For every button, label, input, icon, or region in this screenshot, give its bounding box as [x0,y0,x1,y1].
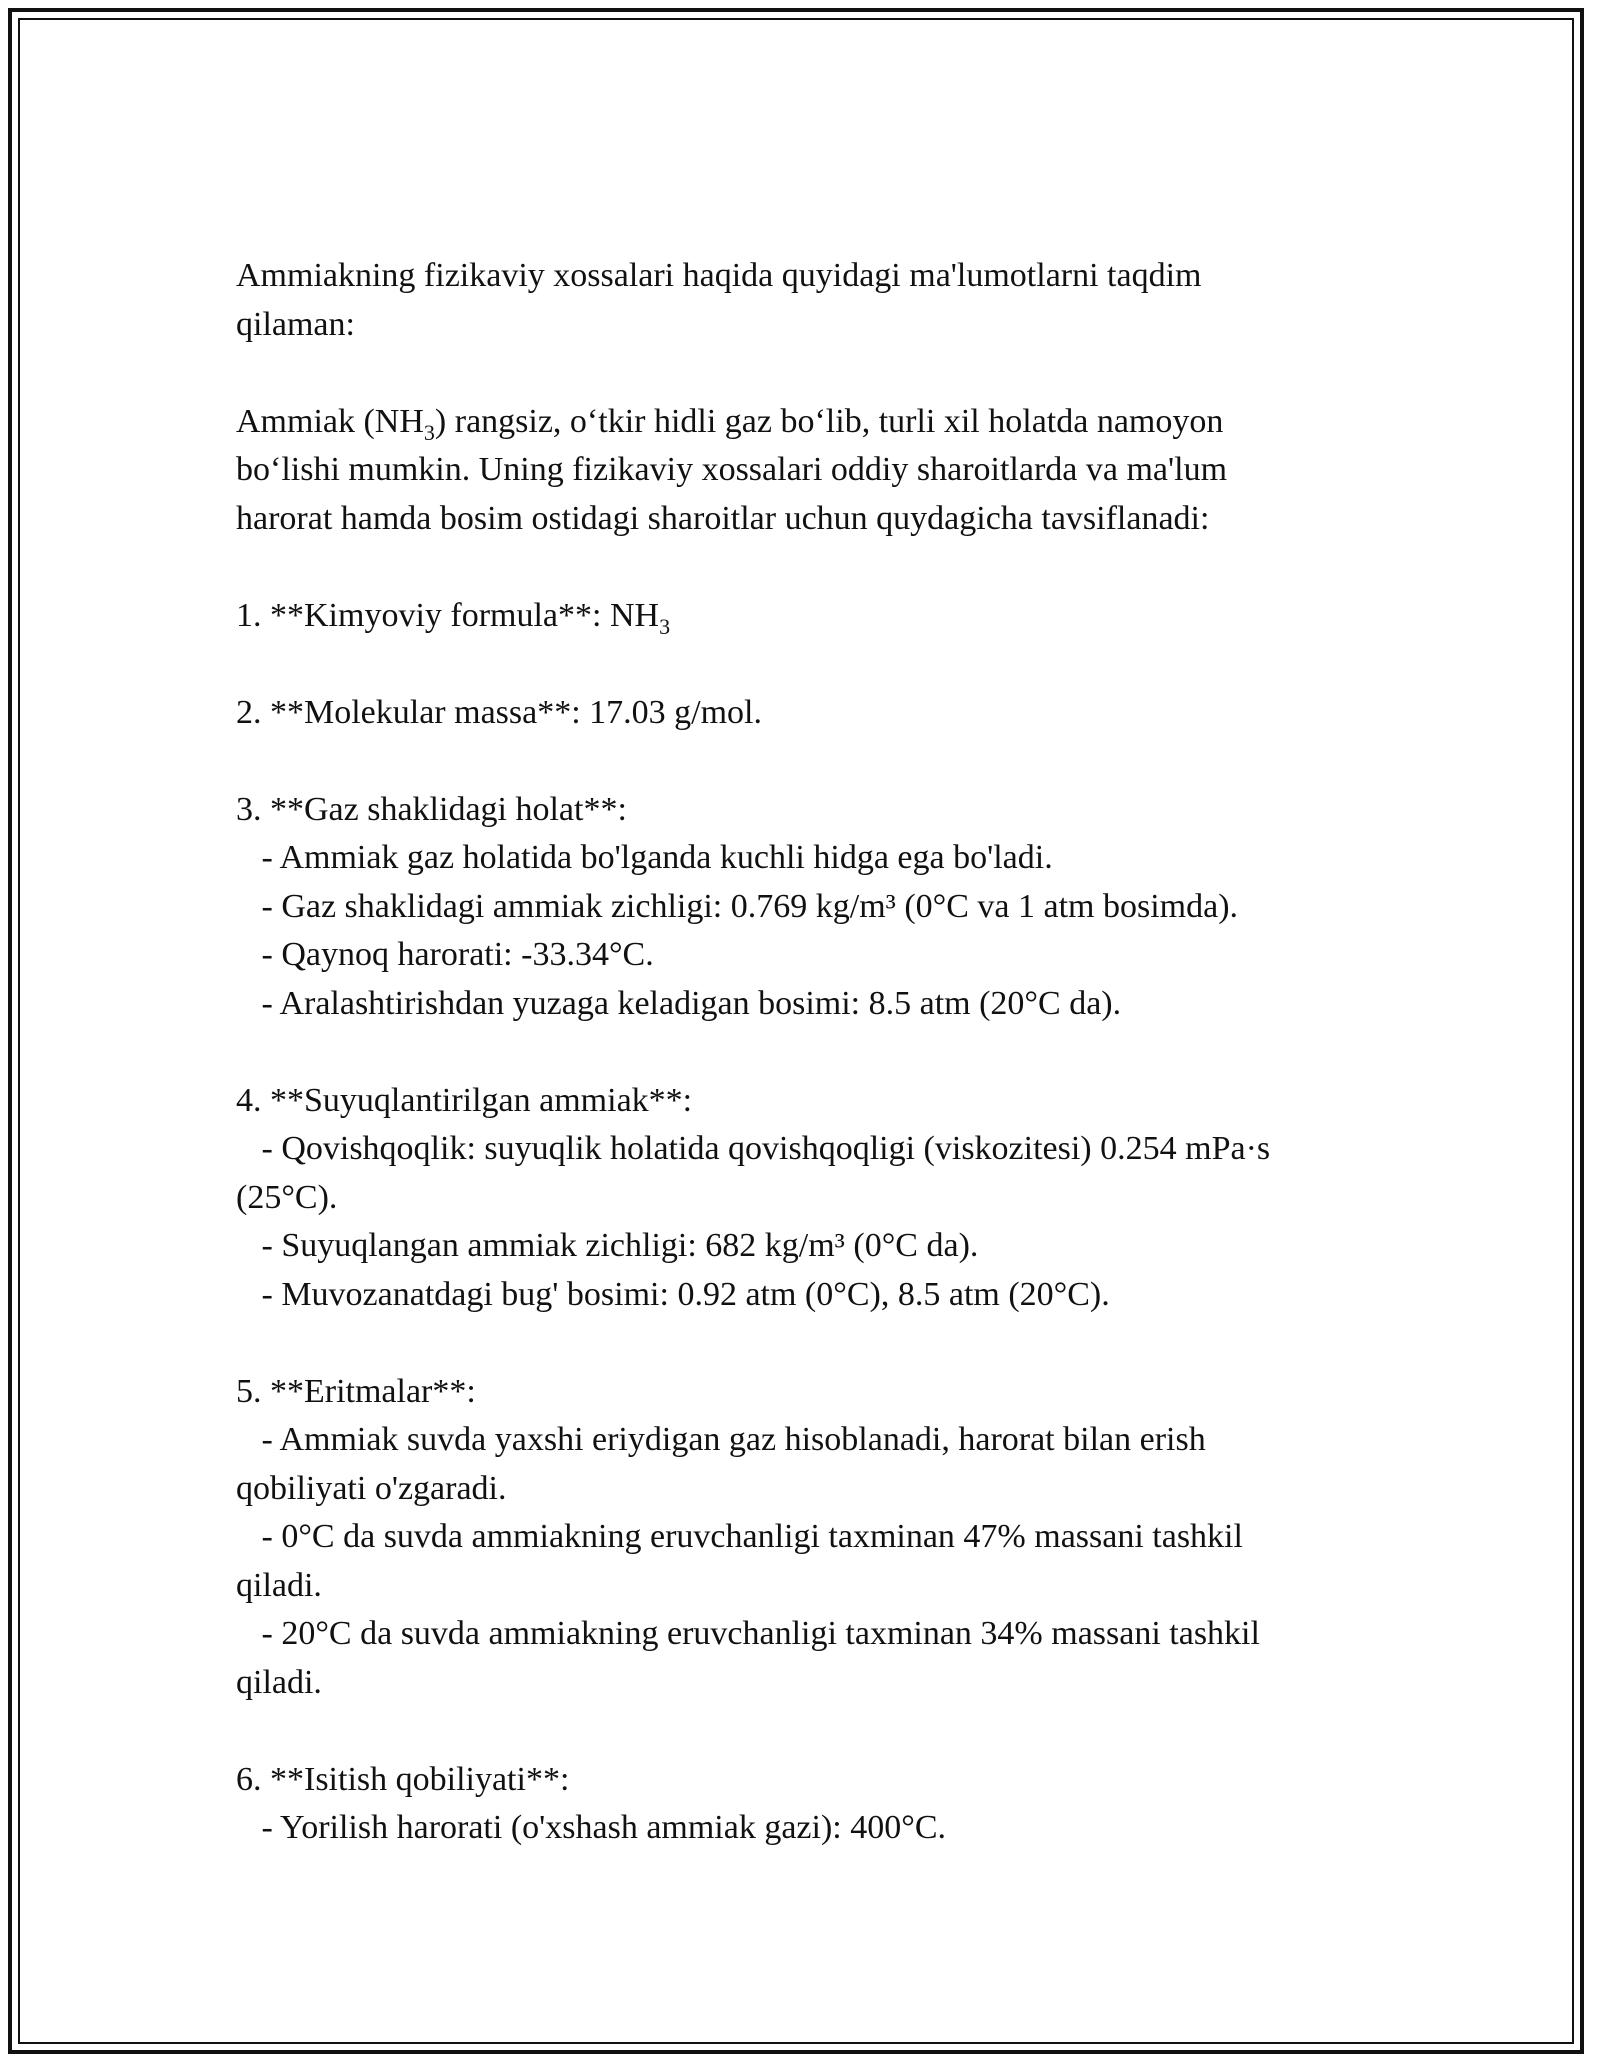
list-bullet: - Muvozanatdagi bug' bosimi: 0.92 atm (0°C), 8.5 atm (20°C). [236,1275,1110,1313]
document-body [236,252,1396,1853]
description-paragraph [236,398,1396,544]
list-item-text: 2. **Molekular massa**: 17.03 g/mol. [236,693,763,731]
list-item-4 [236,1077,1396,1320]
list-bullet: - Gaz shaklidagi ammiak zichligi: 0.769 kg/m³ (0°C va 1 atm bosimda). [236,887,1239,925]
list-bullet: - 20°C da suvda ammiakning eruvchanligi taxminan 34% massani tashkil [236,1615,1260,1652]
description-text: Ammiak (NH [236,402,424,440]
list-bullet-continuation: (25°C). [236,1178,338,1216]
list-bullet: - Suyuqlangan ammiak zichligi: 682 kg/m³ (0°C da). [236,1227,979,1264]
subscript: 3 [659,613,671,639]
list-item-heading: 4. **Suyuqlantirilgan ammiak**: [236,1081,693,1119]
description-line: bo‘lishi mumkin. Uning fizikaviy xossalari oddiy sharoitlarda va ma'lum [236,451,1228,488]
list-item-5 [236,1368,1396,1708]
list-bullet: - Qaynoq harorati: -33.34°C. [236,936,654,973]
list-item-2 [236,689,1396,738]
list-bullet: - Qovishqoqlik: suyuqlik holatida qovishqoqligi (viskozitesi) 0.254 mPa·s [236,1130,1271,1167]
list-item-1 [236,592,1396,641]
list-bullet: - 0°C da suvda ammiakning eruvchanligi taxminan 47% massani tashkil [236,1518,1243,1555]
description-text: ) rangsiz, o‘tkir hidli gaz bo‘lib, turli xil holatda namoyon [434,402,1224,440]
list-item-3 [236,786,1396,1029]
list-bullet-continuation: qiladi. [236,1663,322,1701]
list-bullet: - Aralashtirishdan yuzaga keladigan bosimi: 8.5 atm (20°C da). [236,984,1122,1022]
list-bullet: - Ammiak suvda yaxshi eriydigan gaz hisoblanadi, harorat bilan erish [236,1421,1206,1458]
list-item-heading: 6. **Isitish qobiliyati**: [236,1760,570,1798]
list-item-6 [236,1756,1396,1853]
description-line: harorat hamda bosim ostidagi sharoitlar uchun quydagicha tavsiflanadi: [236,499,1210,537]
list-item-text [236,592,1396,641]
list-bullet-continuation: qobiliyati o'zgaradi. [236,1469,507,1507]
intro-line: qilaman: [236,305,355,343]
formula-label: 1. **Kimyoviy formula**: NH [236,596,660,634]
list-item-heading: 5. **Eritmalar**: [236,1372,476,1410]
subscript: 3 [423,419,435,445]
description-line [236,398,1396,447]
list-bullet: - Yorilish harorati (o'xshash ammiak gazi): 400°C. [236,1809,947,1846]
list-bullet: - Ammiak gaz holatida bo'lganda kuchli hidga ega bo'ladi. [236,839,1053,876]
list-item-heading: 3. **Gaz shaklidagi holat**: [236,790,627,828]
intro-paragraph [236,252,1396,349]
intro-line: Ammiakning fizikaviy xossalari haqida quyidagi ma'lumotlarni taqdim [236,257,1202,294]
list-bullet-continuation: qiladi. [236,1566,322,1604]
